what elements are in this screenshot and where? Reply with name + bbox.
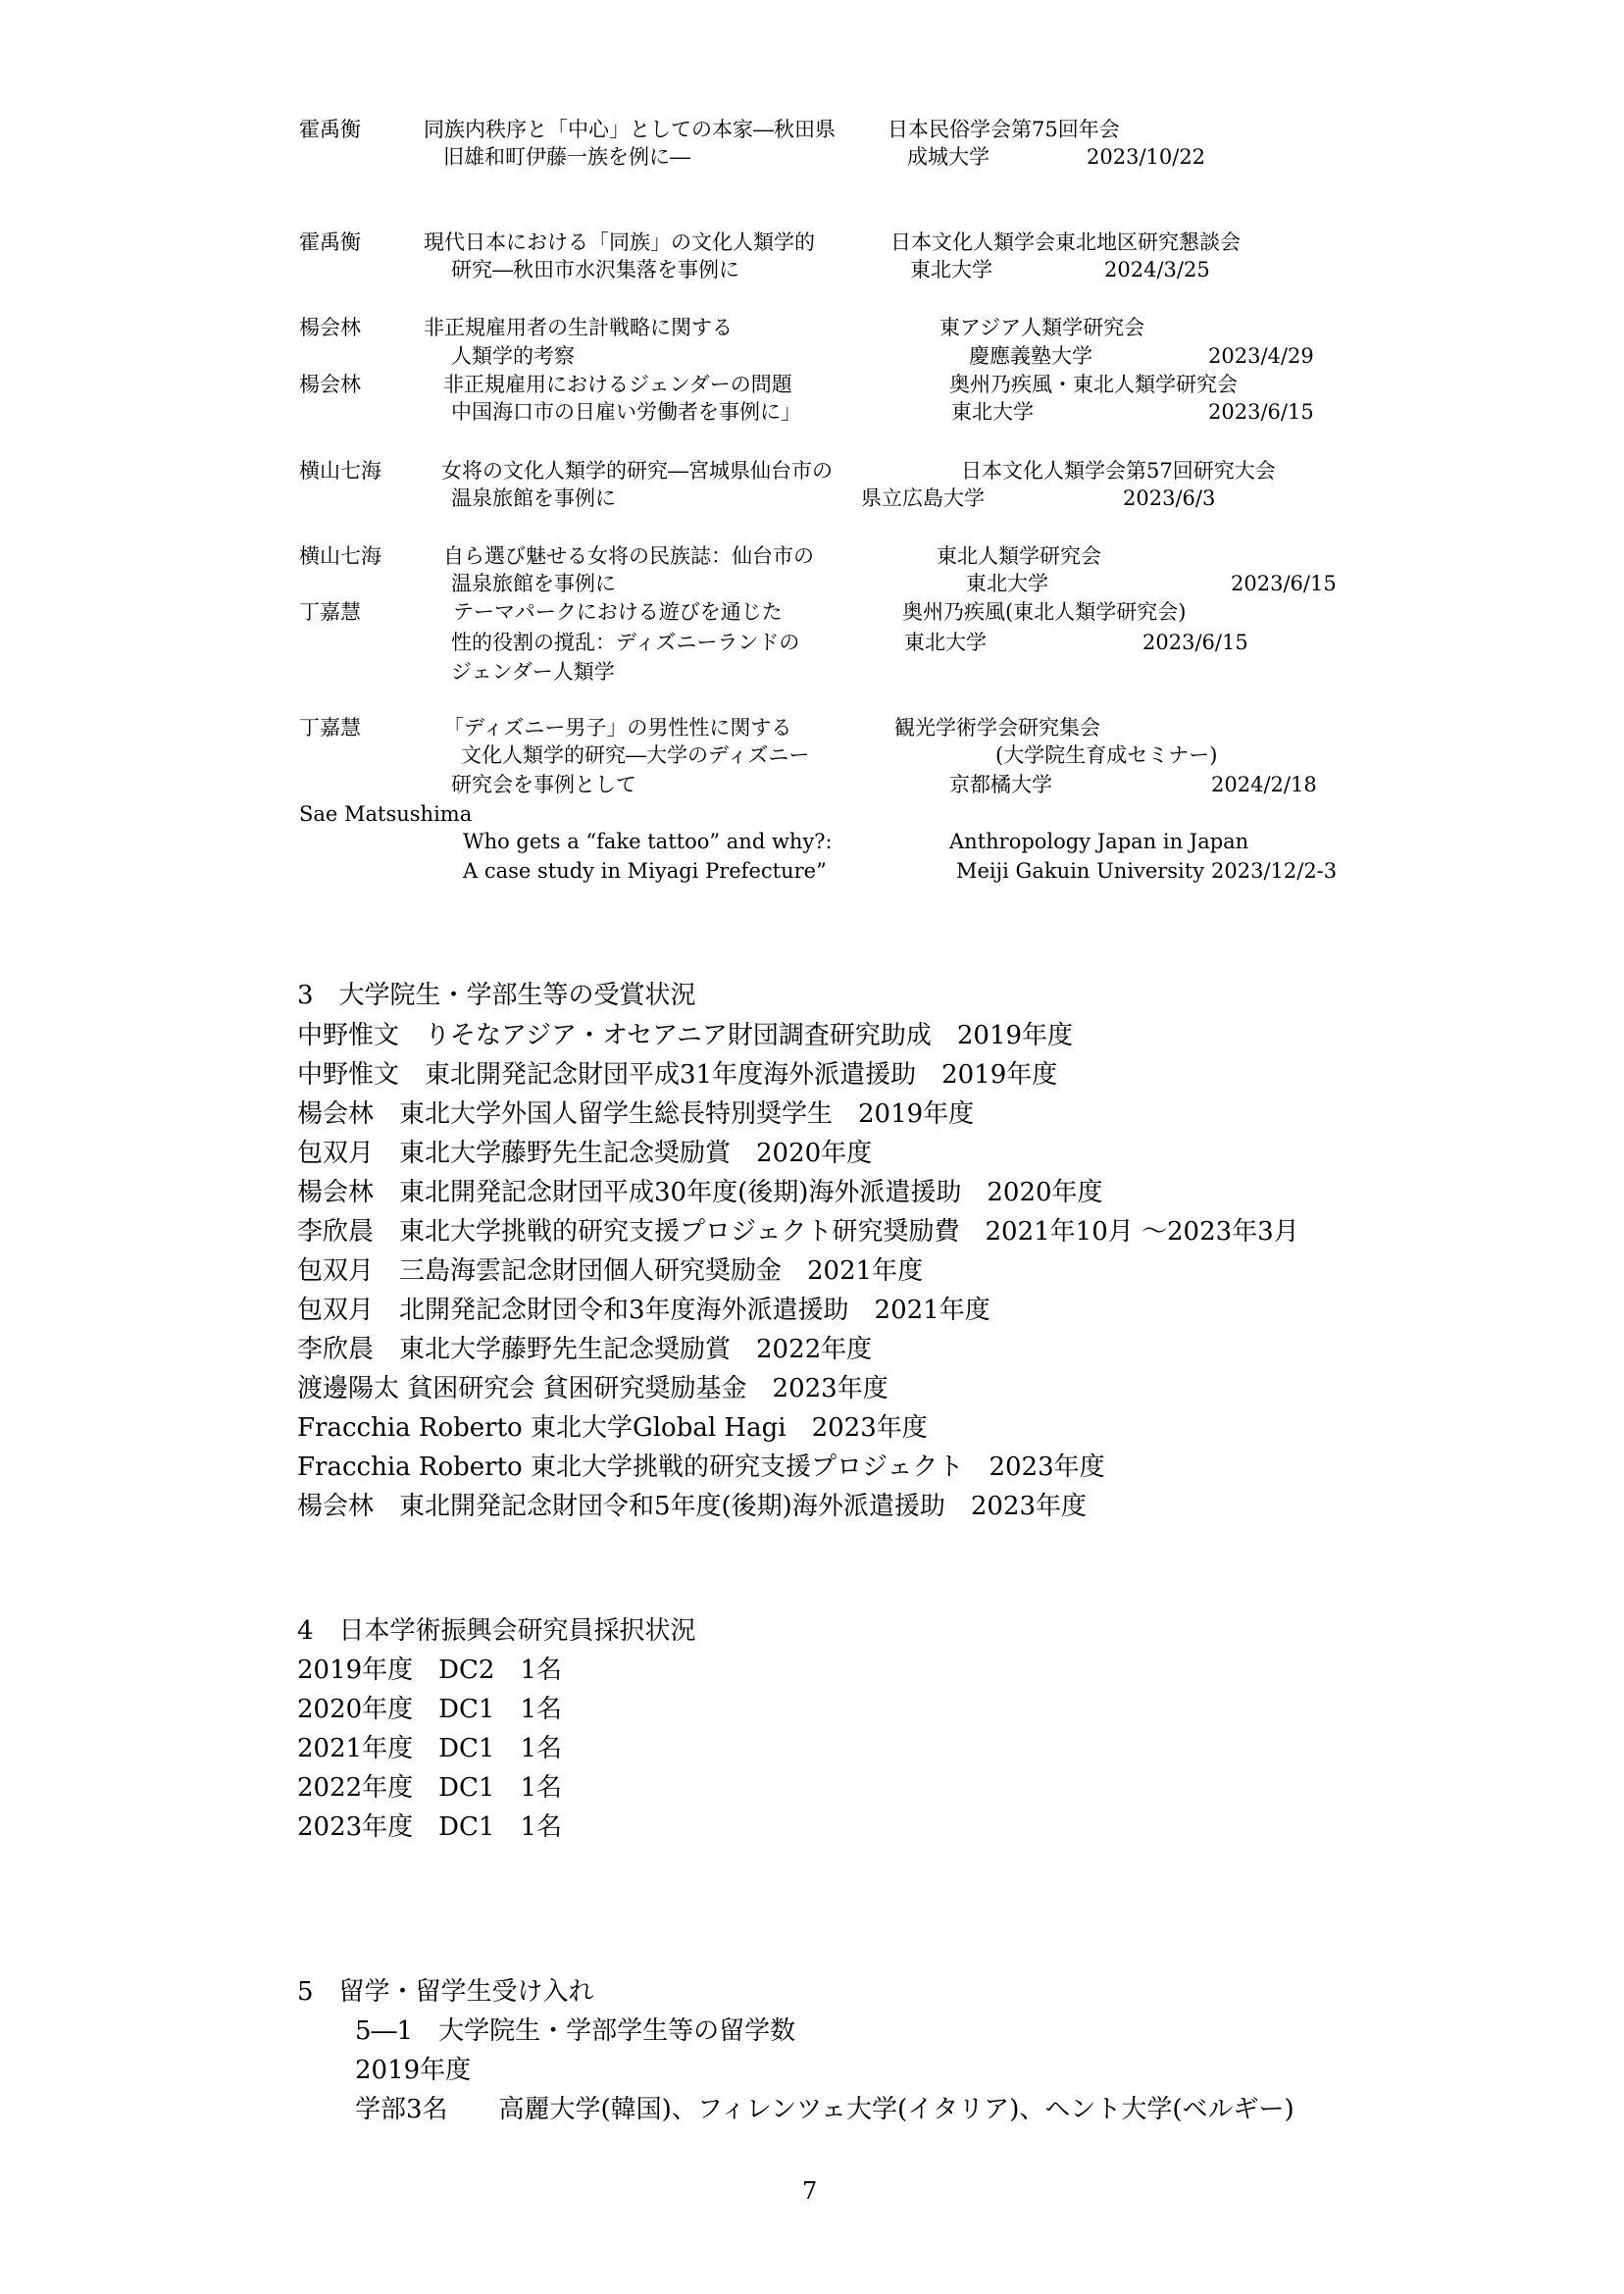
presentation-title: 非正規雇用者の生計戦略に関する xyxy=(424,316,733,339)
presentation-title: 自ら選び魅せる女将の民族誌：仙台市の xyxy=(443,544,814,568)
presentation-title: 同族内秩序と「中心」としての本家―秋田県 xyxy=(424,118,836,141)
section-heading: 3 大学院生・学部生等の受賞状況 xyxy=(297,981,696,1010)
presentation-venue: 東北大学 xyxy=(966,572,1048,595)
presentation-title: 旧雄和町伊藤一族を例に― xyxy=(443,145,690,169)
presentation-venue: Anthropology Japan in Japan xyxy=(949,830,1249,853)
presentation-date: 2023/6/15 xyxy=(1142,631,1248,654)
presentation-title: 現代日本における「同族」の文化人類学的 xyxy=(424,230,815,254)
presentation-date: 2023/10/22 xyxy=(1087,145,1206,169)
presentation-title: 研究―秋田市水沢集落を事例に xyxy=(451,258,739,281)
presentation-venue: 奥州乃疾風・東北人類学研究会 xyxy=(949,373,1238,396)
fellowship-item: 2021年度 DC1 1名 xyxy=(297,1734,562,1763)
subsection-heading: 5―1 大学院生・学部学生等の留学数 xyxy=(355,2016,796,2046)
presentation-title: 研究会を事例として xyxy=(451,773,636,796)
section-heading: 5 留学・留学生受け入れ xyxy=(297,1977,594,2007)
presenter-name: 楊会林 xyxy=(299,373,361,396)
study-abroad-line: 学部3名 高麗大学(韓国)、フィレンツェ大学(イタリア)、ヘント大学(ベルギー) xyxy=(355,2095,1294,2124)
fellowship-item: 2023年度 DC1 1名 xyxy=(297,1812,562,1842)
presenter-name: 横山七海 xyxy=(299,544,381,568)
award-item: 包双月 北開発記念財団令和3年度海外派遣援助 2021年度 xyxy=(297,1296,990,1325)
award-item: 楊会林 東北開発記念財団令和5年度(後期)海外派遣援助 2023年度 xyxy=(297,1492,1087,1521)
award-item: 楊会林 東北大学外国人留学生総長特別奨学生 2019年度 xyxy=(297,1099,975,1129)
presentation-venue: 日本文化人類学会第57回研究大会 xyxy=(961,459,1276,483)
award-item: 包双月 三島海雲記念財団個人研究奨励金 2021年度 xyxy=(297,1256,924,1286)
presentation-venue: 東北人類学研究会 xyxy=(937,544,1101,568)
presentation-title: 中国海口市の日雇い労働者を事例に」 xyxy=(451,400,801,424)
presentation-date: 2023/12/2-3 xyxy=(1211,859,1338,883)
award-item: 中野惟文 東北開発記念財団平成31年度海外派遣援助 2019年度 xyxy=(297,1060,1058,1090)
presentation-venue: 東北大学 xyxy=(951,400,1034,424)
presentation-title: 性的役割の撹乱：ディズニーランドの xyxy=(451,631,800,654)
presenter-name: Sae Matsushima xyxy=(299,802,473,826)
award-item: 包双月 東北大学藤野先生記念奨励賞 2020年度 xyxy=(297,1139,873,1168)
year-label: 2019年度 xyxy=(355,2056,472,2085)
presentation-title: 人類学的考察 xyxy=(451,344,575,368)
award-item: Fracchia Roberto 東北大学挑戦的研究支援プロジェクト 2023年度 xyxy=(297,1453,1105,1482)
presentation-venue: 成城大学 xyxy=(907,145,990,169)
presentation-venue: 東アジア人類学研究会 xyxy=(939,316,1145,339)
presentation-venue: 東北大学 xyxy=(904,631,987,654)
presenter-name: 横山七海 xyxy=(299,459,381,483)
presentation-venue: 日本文化人類学会東北地区研究懇談会 xyxy=(890,230,1241,254)
fellowship-item: 2022年度 DC1 1名 xyxy=(297,1773,562,1803)
award-item: Fracchia Roberto 東北大学Global Hagi 2023年度 xyxy=(297,1413,928,1443)
award-item: 李欣晨 東北大学藤野先生記念奨励賞 2022年度 xyxy=(297,1335,873,1364)
award-item: 李欣晨 東北大学挑戦的研究支援プロジェクト研究奨励費 2021年10月 ～2023年3月 xyxy=(297,1217,1299,1247)
presentation-venue: (大学院生育成セミナー) xyxy=(995,743,1218,767)
page-number: 7 xyxy=(802,2177,818,2205)
presentation-venue: Meiji Gakuin University xyxy=(956,859,1205,883)
presentation-venue: 日本民俗学会第75回年会 xyxy=(888,118,1120,141)
fellowship-item: 2019年度 DC2 1名 xyxy=(297,1656,562,1685)
presenter-name: 丁嘉慧 xyxy=(299,600,361,624)
presenter-name: 霍禹衡 xyxy=(299,230,361,254)
presentation-venue: 県立広島大学 xyxy=(861,486,985,510)
presenter-name: 霍禹衡 xyxy=(299,118,361,141)
presentation-date: 2023/4/29 xyxy=(1208,344,1314,368)
presentation-title: 文化人類学的研究―大学のディズニー xyxy=(461,743,810,767)
presentation-title: 非正規雇用におけるジェンダーの問題 xyxy=(443,373,792,396)
presentation-title: 女将の文化人類学的研究―宮城県仙台市の xyxy=(441,459,833,483)
presentation-date: 2023/6/3 xyxy=(1123,486,1216,510)
presentation-venue: 京都橘大学 xyxy=(949,773,1052,796)
presentation-venue: 東北大学 xyxy=(910,258,992,281)
presentation-title: 温泉旅館を事例に xyxy=(451,572,616,595)
presentation-title: A case study in Miyagi Prefecture” xyxy=(463,859,827,883)
presentation-date: 2023/6/15 xyxy=(1231,572,1337,595)
fellowship-item: 2020年度 DC1 1名 xyxy=(297,1695,562,1724)
presentation-date: 2024/2/18 xyxy=(1211,773,1317,796)
presentation-title: 「ディズニー男子」の男性性に関する xyxy=(443,716,792,739)
presentation-date: 2024/3/25 xyxy=(1104,258,1210,281)
award-item: 中野惟文 りそなアジア・オセアニア財団調査研究助成 2019年度 xyxy=(297,1021,1074,1050)
presentation-venue: 慶應義塾大学 xyxy=(969,344,1092,368)
presentation-date: 2023/6/15 xyxy=(1208,400,1314,424)
award-item: 楊会林 東北開発記念財団平成30年度(後期)海外派遣援助 2020年度 xyxy=(297,1178,1103,1207)
award-item: 渡邊陽太 貧困研究会 貧困研究奨励基金 2023年度 xyxy=(297,1374,888,1403)
presentation-title: ジェンダー人類学 xyxy=(451,660,615,684)
section-heading: 4 日本学術振興会研究員採択状況 xyxy=(297,1616,696,1646)
presentation-venue: 奥州乃疾風(東北人類学研究会) xyxy=(902,600,1187,624)
presenter-name: 丁嘉慧 xyxy=(299,716,361,739)
presentation-title: テーマパークにおける遊びを通じた xyxy=(453,600,783,624)
presentation-title: Who gets a “fake tattoo” and why?: xyxy=(463,830,833,853)
presenter-name: 楊会林 xyxy=(299,316,361,339)
presentation-title: 温泉旅館を事例に xyxy=(451,486,616,510)
presentation-venue: 観光学術学会研究集会 xyxy=(894,716,1100,739)
